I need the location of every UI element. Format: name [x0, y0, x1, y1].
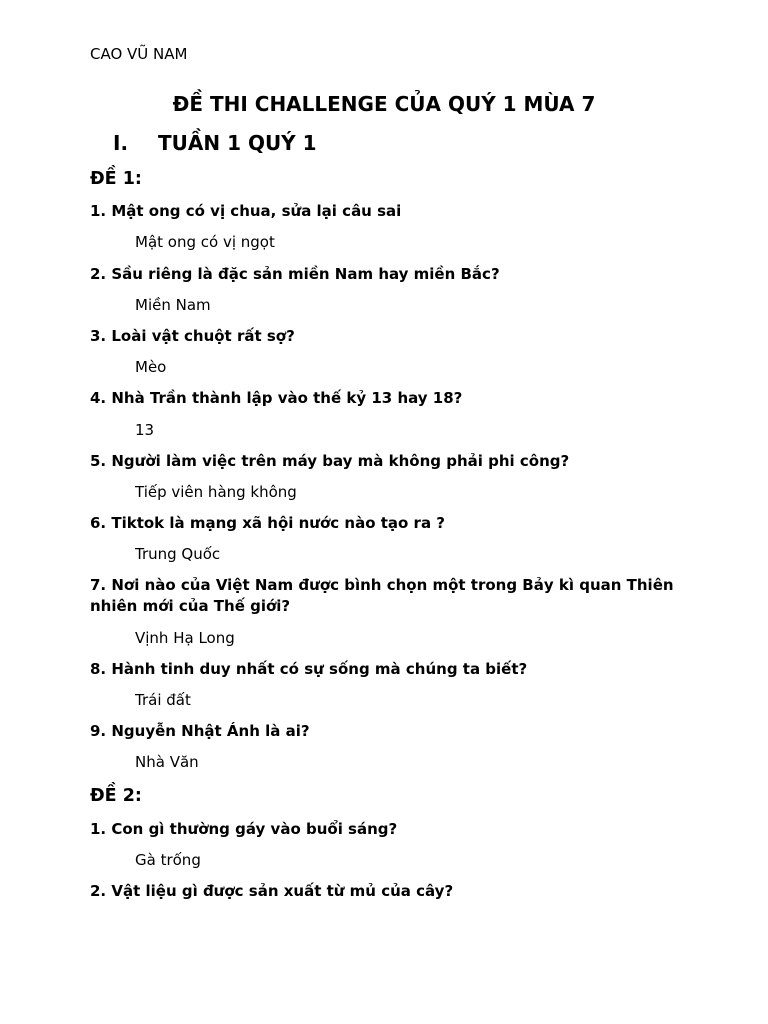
section-title: TUẦN 1 QUÝ 1 — [158, 131, 317, 155]
exam-1-question-1: 1. Mật ong có vị chua, sửa lại câu sai — [90, 202, 402, 221]
exam-2-question-1: 1. Con gì thường gáy vào buổi sáng? — [90, 819, 398, 838]
author-name: CAO VŨ NAM — [90, 45, 188, 63]
exam-1-answer-9: Nhà Văn — [135, 753, 199, 772]
section-heading — [90, 130, 768, 156]
exam-1-answer-1: Mật ong có vị ngọt — [135, 233, 275, 252]
exam-1-answer-4: 13 — [135, 420, 155, 439]
exam-1-answer-2: Miền Nam — [135, 295, 211, 314]
exam-2-answer-1: Gà trống — [135, 850, 201, 869]
exam-1-question-8: 8. Hành tinh duy nhất có sự sống mà chúng ta biết? — [90, 659, 528, 678]
exam-1-question-2: 2. Sầu riêng là đặc sản miền Nam hay miền Bắc? — [90, 264, 500, 283]
exam-1-question-6: 6. Tiktok là mạng xã hội nước nào tạo ra ? — [90, 514, 445, 533]
exam-1-question-5: 5. Người làm việc trên máy bay mà không phải phi công? — [90, 451, 570, 470]
section-number: I. — [113, 131, 129, 155]
exam-1-answer-8: Trái đất — [135, 691, 191, 709]
exam-1-answer-7: Vịnh Hạ Long — [135, 628, 235, 647]
exam-1-answer-5: Tiếp viên hàng không — [135, 482, 297, 501]
exam-1-question-9: 9. Nguyễn Nhật Ánh là ai? — [90, 722, 310, 741]
exam-2-heading: ĐỀ 2: — [90, 786, 142, 807]
exam-1-answer-3: Mèo — [135, 358, 167, 377]
exam-1-question-4: 4. Nhà Trần thành lập vào thế kỷ 13 hay 18? — [90, 389, 463, 408]
exam-1-answer-6: Trung Quốc — [135, 545, 221, 564]
exam-1-question-3: 3. Loài vật chuột rất sợ? — [90, 326, 295, 345]
exam-1-question-7: 7. Nơi nào của Việt Nam được bình chọn một trong Bảy kì quan Thiên nhiên mới của Thế giới? — [90, 576, 674, 616]
exam-1-heading: ĐỀ 1: — [90, 169, 142, 189]
document-title: ĐỀ THI CHALLENGE CỦA QUÝ 1 MÙA 7 — [172, 92, 596, 116]
exam-2-question-2: 2. Vật liệu gì được sản xuất từ mủ của cây? — [90, 881, 454, 900]
